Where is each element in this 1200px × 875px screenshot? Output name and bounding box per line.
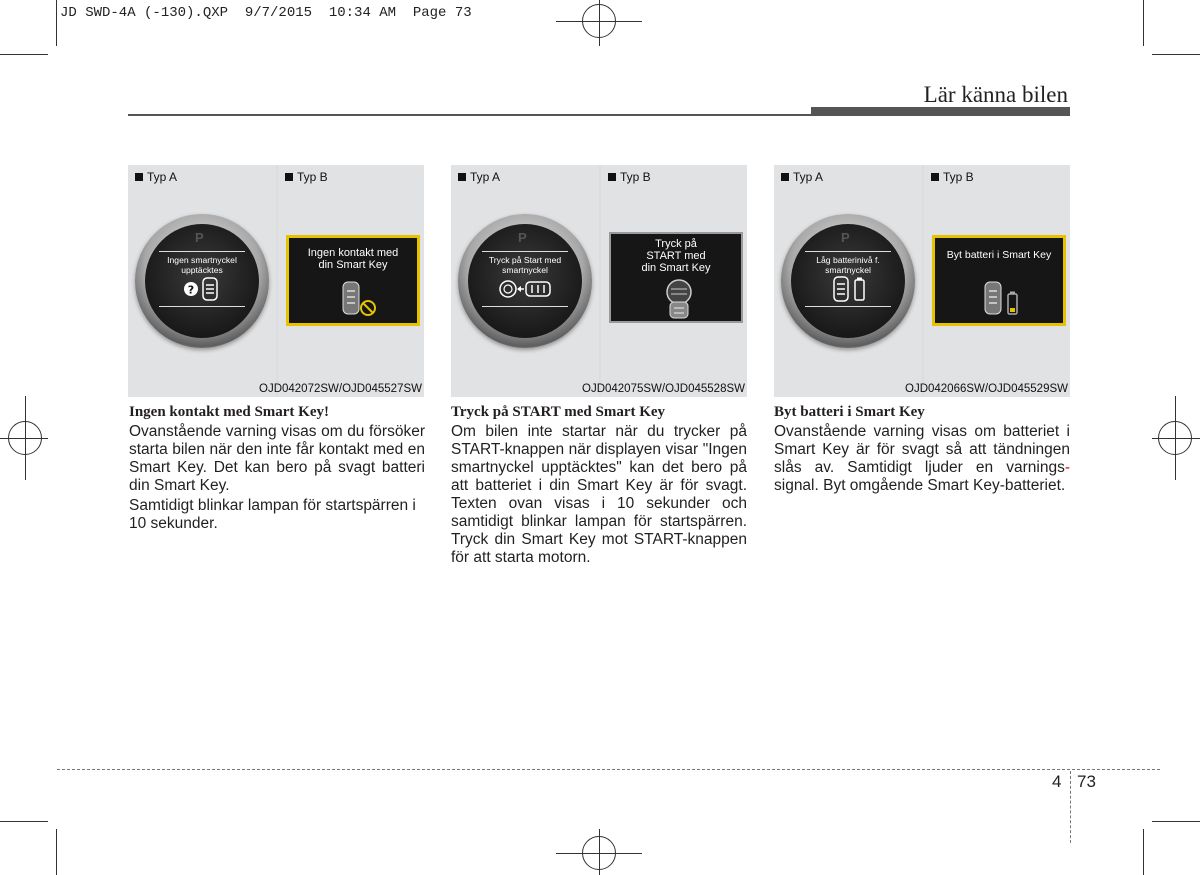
display-message: Tryck på START med din Smart Key [641,238,711,274]
bullet-square-icon [781,173,789,181]
gauge-message: Ingen smartnyckel upptäcktes [167,255,237,275]
chapter-number: 4 [1052,772,1062,791]
crop-mark [56,0,57,46]
panel-label: Typ B [285,170,328,184]
crop-mark [1152,821,1200,822]
crop-mark [1143,829,1144,875]
gauge-screen [468,224,582,338]
crop-mark [0,54,48,55]
gauge-divider [159,251,245,252]
display-message: Ingen kontakt med din Smart Key [307,247,399,271]
figure-low-battery [774,165,1070,397]
warning-display [932,235,1066,326]
gauge-divider [482,306,568,307]
figure-code: OJD042075SW/OJD045528SW [582,383,745,395]
panel-typ-b [278,165,424,397]
cluster-gauge [135,214,269,348]
bullet-square-icon [608,173,616,181]
section-heading: Byt batteri i Smart Key [774,404,925,420]
panel-label: Typ A [781,170,823,184]
key-battery-icon [979,280,1025,320]
gauge-message: Låg batterinivå f. smartnyckel [816,255,880,275]
warning-display [609,232,743,323]
gauge-divider [159,306,245,307]
gear-p-indicator: P [518,230,527,245]
header-bar [811,107,1070,116]
gauge-icons [791,276,905,302]
question-key-icon [145,276,259,302]
registration-line [1175,396,1176,480]
gauge-divider [482,251,568,252]
warning-display [286,235,420,326]
section-paragraph: Ovanstående varning visas om batteriet i Smart Key är för svagt så att tändningen slås av. Samtidigt ljuder en varnings- signal. Byt omgående Smart Key-batteriet. [774,423,1070,494]
panel-typ-a [128,165,276,397]
hyphen-mark: - [1064,459,1070,476]
section-heading: Ingen kontakt med Smart Key! [129,404,330,420]
bullet-square-icon [931,173,939,181]
gear-p-indicator: P [841,230,850,245]
section-no-contact [129,404,425,535]
panel-typ-a [774,165,922,397]
footer-dashed-rule [57,769,1160,770]
gauge-screen [791,224,905,338]
registration-line [1152,438,1200,439]
key-no-signal-icon [337,280,379,320]
figure-code: OJD042072SW/OJD045527SW [259,383,422,395]
start-button-key-icon [468,276,582,302]
panel-label: Typ B [608,170,651,184]
gauge-message: Tryck på Start med smartnyckel [488,255,562,275]
panel-typ-b [601,165,747,397]
panel-typ-b [924,165,1070,397]
section-paragraph: Ovanstående varning visas om du försöker starta bilen när den inte får kontakt med en Smart Key. Det kan bero på svagt batteri din Smart Key. [129,423,425,494]
figure-no-key [128,165,424,397]
gear-p-indicator: P [195,230,204,245]
svg-text:?: ? [187,283,195,297]
bullet-square-icon [458,173,466,181]
crop-mark [1152,54,1200,55]
registration-line [25,396,26,480]
panel-label: Typ B [931,170,974,184]
figure-code: OJD042066SW/OJD045529SW [905,383,1068,395]
panel-label: Typ A [135,170,177,184]
gauge-screen [145,224,259,338]
figure-press-start [451,165,747,397]
chapter-title: Lär känna bilen [923,82,1068,107]
gauge-icons [468,276,582,302]
panel-label: Typ A [458,170,500,184]
cluster-gauge [781,214,915,348]
section-paragraph: Samtidigt blinkar lampan för startspärren i 10 sekunder. [129,497,416,532]
engine-start-button-icon [661,278,697,320]
print-slug: JD SWD-4A (-130).QXP 9/7/2015 10:34 AM Page 73 [60,5,472,21]
display-message: Byt batteri i Smart Key [946,249,1052,261]
cluster-gauge [458,214,592,348]
page-number: 73 [1077,772,1096,791]
footer-dashed-divider [1070,771,1071,843]
bullet-square-icon [135,173,143,181]
panel-typ-a [451,165,599,397]
section-replace-battery [774,404,1070,497]
crop-mark [1143,0,1144,46]
section-heading: Tryck på START med Smart Key [451,404,666,420]
key-low-battery-icon [791,276,905,302]
gauge-icons [145,276,259,302]
section-press-start [451,404,747,569]
registration-line [599,829,600,875]
crop-mark [56,829,57,875]
gauge-divider [805,251,891,252]
registration-line [0,438,48,439]
bullet-square-icon [285,173,293,181]
gauge-divider [805,306,891,307]
crop-mark [0,821,48,822]
section-paragraph: Om bilen inte startar när du trycker på START-knappen när displayen visar "Ingen smartnyckel upptäcktes" kan det bero på att batteriet i din Smart Key är för svagt. Texten ovan visas i 10 sekunder och samtidigt blinkar lampan för startspärren. Tryck din Smart Key mot START-knappen för att starta motorn. [451,423,747,566]
registration-line [599,0,600,46]
